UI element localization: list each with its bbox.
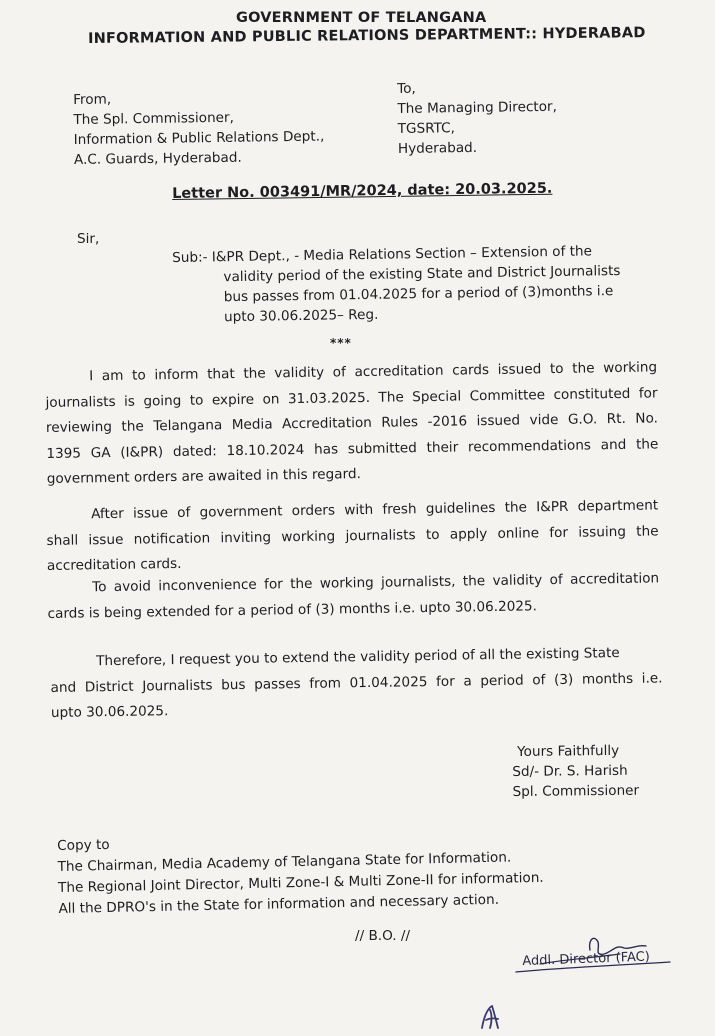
subject-block: [172, 241, 621, 328]
from-line: Information & Public Relations Dept.,: [73, 128, 325, 148]
from-line: A.C. Guards, Hyderabad.: [73, 149, 242, 168]
paragraph-3: [47, 566, 660, 627]
to-line: TGSRTC,: [397, 120, 456, 137]
paragraph-line: To avoid inconvenience for the working journalists, the validity of accreditation: [92, 570, 660, 596]
subject-separator: ***: [330, 336, 352, 350]
paragraph-line: shall issue notification inviting working journalists to apply online for issuing the: [46, 522, 659, 549]
copy-block: [57, 826, 544, 920]
paragraph-line: 1395 GA (I&PR) dated: 18.10.2024 has submitted their recommendations and the: [46, 435, 659, 462]
from-line: The Spl. Commissioner,: [73, 109, 235, 128]
from-label: From,: [73, 91, 112, 108]
paragraph-4: [50, 640, 663, 726]
from-block: [73, 87, 325, 170]
stamp-mark-icon: [476, 1002, 506, 1032]
signature-line: Yours Faithfully: [517, 742, 620, 760]
to-label: To,: [397, 80, 416, 97]
header-government: GOVERNMENT OF TELANGANA: [236, 10, 487, 26]
copy-line: The Chairman, Media Academy of Telangana State for Information.: [57, 849, 512, 875]
signature-line: Sd/- Dr. S. Harish: [512, 762, 628, 780]
signature-block: [512, 741, 639, 802]
paragraph-line: upto 30.06.2025.: [50, 703, 169, 721]
copy-line: All the DPRO's in the State for information and necessary action.: [58, 891, 500, 917]
subject-line: Sub:- I&PR Dept., - Media Relations Section – Extension of the: [172, 243, 593, 266]
subject-line: bus passes from 01.04.2025 for a period of (3)months i.e: [223, 283, 614, 306]
copy-line: The Regional Joint Director, Multi Zone-I & Multi Zone-II for information.: [57, 869, 544, 896]
addl-director-strike: [516, 958, 676, 978]
paragraph-line: Therefore, I request you to extend the validity period of all the existing State: [96, 645, 620, 670]
paragraph-line: government orders are awaited in this regard.: [46, 466, 361, 487]
by-order: // B.O. //: [355, 928, 411, 944]
paragraph-line: cards is being extended for a period of (3) months i.e. upto 30.06.2025.: [47, 597, 538, 622]
paragraph-line: journalists is going to expire on 31.03.2025. The Special Committee constituted for: [45, 384, 658, 411]
to-line: Hyderabad.: [397, 139, 478, 157]
paragraph-line: accreditation cards.: [46, 555, 182, 574]
subject-line: validity period of the existing State and District Journalists: [223, 262, 621, 286]
to-line: The Managing Director,: [397, 98, 558, 117]
paragraph-line: and District Journalists bus passes from 01.04.2025 for a period of (3) months i.e.: [50, 669, 663, 696]
subject-line: upto 30.06.2025– Reg.: [223, 306, 379, 326]
salutation: Sir,: [77, 231, 100, 247]
paragraph-2: [46, 493, 659, 579]
paragraph-line: I am to inform that the validity of accreditation cards issued to the working: [89, 359, 658, 385]
to-block: [397, 77, 558, 159]
addl-director-label: Addl. Director (FAC): [522, 949, 651, 969]
paragraph-line: After issue of government orders with fresh guidelines the I&PR department: [91, 497, 659, 523]
paragraph-1: [45, 355, 659, 492]
paragraph-line: reviewing the Telangana Media Accreditation Rules -2016 issued vide G.O. Rt. No.: [45, 410, 659, 436]
header-department: INFORMATION AND PUBLIC RELATIONS DEPARTMENT:: HYDERABAD: [88, 25, 646, 47]
copy-label: Copy to: [57, 836, 110, 854]
signature-line: Spl. Commissioner: [512, 782, 640, 800]
letter-reference: Letter No. 003491/MR/2024, date: 20.03.2025.: [172, 180, 553, 202]
